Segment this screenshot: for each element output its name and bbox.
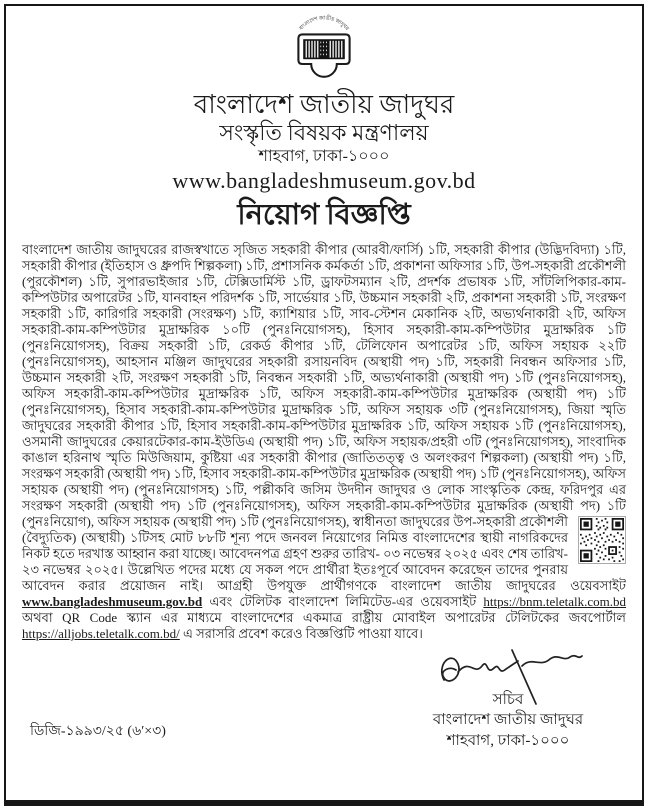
qr-code-icon xyxy=(578,516,626,564)
museum-website-link[interactable]: www.bangladeshmuseum.gov.bd xyxy=(22,594,203,610)
signature-org: বাংলাদেশ জাতীয় জাদুঘর xyxy=(432,712,584,729)
secretary-designation: সচিব xyxy=(492,692,524,709)
body-segment-4: অথবা QR Code স্ক্যান এর মাধ্যমে বাংলাদেশের একমাত্র রাষ্ট্রীয় মোবাইল অপারেটর টেলিটকের জবপোর্টাল xyxy=(22,610,626,626)
letterhead xyxy=(22,14,626,233)
notice-title: নিয়োগ বিজ্ঞপ্তি xyxy=(237,199,411,232)
body-segment-1: বাংলাদেশ জাতীয় জাদুঘরের রাজস্বখাতে সৃজিত সহকারী কীপার (আরবী/ফার্সি) ১টি, সহকারী কীপার (উদ্ভিদবিদ্যা) ১টি, সহকারী কীপার (ইতিহাস ও ধ্রুপদি শিল্পকলা) ১টি, প্রশাসনিক কর্মকর্তা ১টি, প্রকাশনা অফিসার ১টি, উপ-সহকারী প্রকৌশলী (পুরকৌশল) ১টি, সুপারভাইজার ১টি, টেক্সিডার্মিস্ট ১টি, ড্রাফটসম্যান ২টি, প্রদর্শক প্রভাষক ১টি, সাঁটলিপিকার-কাম-কম্পিউটার অপারেটর ১টি, যানবাহন পরিদর্শক ১টি, সার্ভেয়ার ১টি, উচ্চমান সহকারী ২টি, প্রকাশনা সহকারী ১টি, সংরক্ষণ সহকারী ১টি, কারিগরি সহকারী (সংরক্ষণ) ১টি, ক্যাশিয়ার ১টি, সাব-স্টেশন মেকানিক ২টি, অভ্যর্থনাকারী ২টি, অফিস সহকারী-কাম-কম্পিউটার মুদ্রাক্ষরিক ১০টি (পুনঃনিয়োগসহ), হিসাব সহকারী-কাম-কম্পিউটার মুদ্রাক্ষরিক ১টি (পুনঃনিয়োগসহ), বিক্রয় সহকারী ১টি, রেকর্ড কীপার ১টি, টেলিফোন অপারেটর ১টি, অফিস সহায়ক ২২টি (পুনঃনিয়োগসহ), আহসান মঞ্জিল জাদুঘরের সহকারী রসায়নবিদ (অস্থায়ী পদ) ১টি, সহকারী নিবন্ধন অফিসার ১টি, উচ্চমান সহকারী ২টি, সংরক্ষণ সহকারী ১টি, নিবন্ধন সহকারী ১টি, অভ্যর্থনাকারী (অস্থায়ী পদ) ১টি (পুনঃনিয়োগসহ), অফিস সহকারী-কাম-কম্পিউটার মুদ্রাক্ষরিক ১টি, অফিস সহকারী-কাম-কম্পিউটার মুদ্রাক্ষরিক (অস্থায়ী পদ) ১টি (পুনঃনিয়োগসহ), হিসাব সহকারী-কাম-কম্পিউটার মুদ্রাক্ষরিক ১টি, অফিস সহায়ক ৩টি (পুনঃনিয়োগসহ), জিয়া স্মৃতি জাদুঘরের সহকারী কীপার ১টি, হিসাব সহকারী-কাম-কম্পিউটার মুদ্রাক্ষরিক ১টি, অফিস সহায়ক ১টি (পুনঃনিয়োগসহ), ওসমানী জাদুঘরের কেয়ারটেকার-কাম-ইউডিএ (অস্থায়ী পদ) ১টি, অফিস সহায়ক/প্রহরী ৩টি (পুনঃনিয়োগসহ), সাংবাদিক কাঙাল হরিনাথ স্মৃতি মিউজিয়াম, কুষ্টিয়া এর সহকারী কীপার (জাতিতত্ত্ব ও অলংকরণ শিল্পকলা) (অস্থায়ী পদ) ১টি, সংরক্ষণ সহকারী (অস্থায়ী পদ) ১টি, হিসাব সহকারী-কাম-কম্পিউটার মুদ্রাক্ষরিক (অস্থায়ী পদ) ১টি (পুনঃনিয়োগসহ), অফিস সহায়ক (অস্থায়ী পদ) (পুনঃনিয়োগসহ) ১টি, পল্লীকবি জসিম উদদীন জাদুঘর ও লোক সাংস্কৃতিক কেন্দ্র, ফরিদপুর এর সংরক্ষণ সহকারী (অস্থায়ী পদ) ১টি (পুনঃনিয়োগসহ), অফিস সহকারী-কাম-কম্পিউটার মুদ্রাক্ষরিক (অস্থায়ী পদ) ১টি (পুনঃনিয়োগ), অফিস সহায়ক (অস্থায়ী পদ) ১টি xyxy=(22,242,626,530)
body-segment-3: এবং টেলিটক বাংলাদেশ লিমিটেড-এর ওয়েবসাইট xyxy=(202,594,484,610)
body-segment-2: (পুনঃনিয়োগসহ), স্বাধীনতা জাদুঘরের উপ-সহকারী প্রকৌশলী (বৈদ্যুতিক) (অস্থায়ী) ১টিসহ মোট ৮৮টি শূন্য পদে জনবল নিয়োগের নিমিত্ত বাংলাদেশের স্থায়ী নাগরিকদের নিকট হতে দরখাস্ত আহ্বান করা যাচ্ছে। আবেদনপত্র গ্রহণ শুরুর তারিখ- ০৩ নভেম্বর ২০২৫ এবং শেষ তারিখ- ২৩ নভেম্বর ২০২৫। উল্লেখিত পদের মধ্যে যে সকল পদে প্রার্থীরা ইতঃপূর্বে আবেদন করেছেন তাদের পুনরায় আবেদন করার প্রয়োজন নাই। আগ্রহী উপযুক্ত প্রার্থীগণকে বাংলাদেশ জাতীয় জাদুঘরের ওয়েবসাইট xyxy=(22,514,626,594)
museum-emblem-icon xyxy=(280,14,368,90)
document-frame xyxy=(4,4,644,806)
print-ref: ডিজি-১৯৯৩/২৫ (৬′×৩) xyxy=(30,723,166,739)
footer-row xyxy=(22,644,626,753)
bnm-teletalk-link[interactable]: https://bnm.teletalk.com.bd xyxy=(483,594,626,610)
header-website-url: www.bangladeshmuseum.gov.bd xyxy=(172,168,476,194)
address-line: শাহবাগ, ঢাকা-১০০০ xyxy=(258,148,390,166)
signature-address: শাহবাগ, ঢাকা-১০০০ xyxy=(446,732,570,749)
org-name: বাংলাদেশ জাতীয় জাদুঘর xyxy=(193,90,455,119)
svg-text:বাংলাদেশ জাতীয় জাদুঘর xyxy=(298,14,350,32)
signature-block xyxy=(398,644,618,751)
body-segment-5: এ সরাসরি প্রবেশ করেও বিজ্ঞপ্তিটি পাওয়া যাবে। xyxy=(179,626,423,642)
logo-arc-text: বাংলাদেশ জাতীয় জাদুঘর xyxy=(298,15,350,32)
alljobs-teletalk-link[interactable]: https://alljobs.teletalk.com.bd/ xyxy=(22,626,180,642)
notice-body xyxy=(22,242,626,642)
ministry-name: সংস্কৃতি বিষয়ক মন্ত্রণালয় xyxy=(219,119,429,145)
